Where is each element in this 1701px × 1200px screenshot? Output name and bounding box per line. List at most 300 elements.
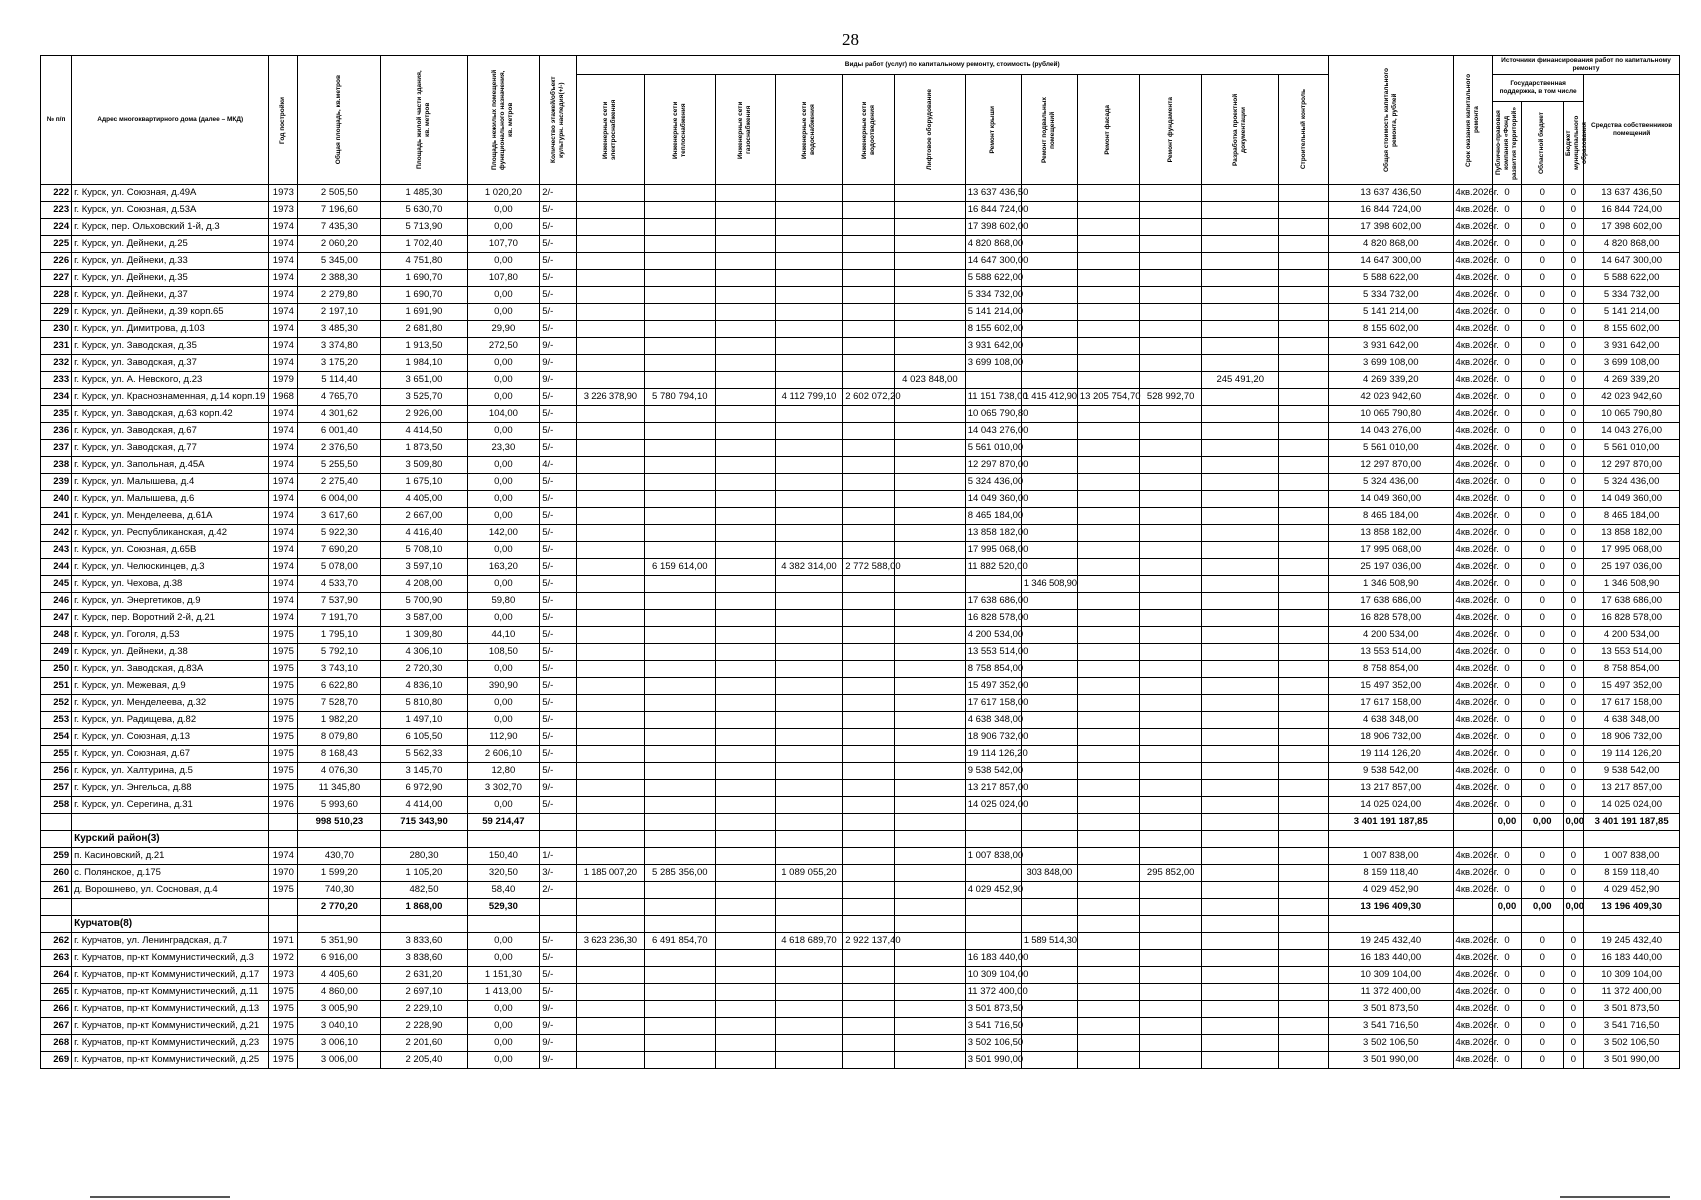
- cell-gas: [715, 984, 775, 1001]
- cell-lift: [895, 780, 966, 797]
- cell-el: [576, 678, 645, 695]
- cell-term: 4кв.2026г.: [1453, 1001, 1492, 1018]
- cell-no: 240: [41, 491, 72, 508]
- cell-term: 4кв.2026г.: [1453, 338, 1492, 355]
- cell-r: 0: [1522, 848, 1564, 865]
- cell-total: 2 505,50: [298, 185, 381, 202]
- cell-proj: [1202, 338, 1279, 355]
- cell-el: [576, 780, 645, 797]
- cell-found: [1140, 661, 1202, 678]
- cell-f: 0: [1492, 389, 1521, 406]
- cell-el: [576, 1018, 645, 1035]
- cell-el: [576, 202, 645, 219]
- cell-total: 2 376,50: [298, 440, 381, 457]
- cell-addr: г. Курск, ул. Союзная, д.65В: [72, 542, 269, 559]
- cell-lift: [895, 525, 966, 542]
- cell-ctrl: [1279, 185, 1329, 202]
- cell-roof: 14 025 024,00: [965, 797, 1021, 814]
- cell-no: 231: [41, 338, 72, 355]
- cell-base: [1021, 882, 1077, 899]
- cell-own: 13 637 436,50: [1584, 185, 1680, 202]
- cell-f: 0: [1492, 644, 1521, 661]
- cell-gas: [715, 661, 775, 678]
- cell-water: [775, 372, 842, 389]
- cell-facade: [1077, 882, 1139, 899]
- cell-heat: [645, 678, 716, 695]
- cell-gas: [715, 967, 775, 984]
- cell-nonliving: 0,00: [467, 712, 540, 729]
- cell-addr: г. Курчатов, пр-кт Коммунистический, д.13: [72, 1001, 269, 1018]
- cell-r: 0: [1522, 474, 1564, 491]
- page-number: 28: [842, 30, 859, 49]
- total-kursk: [41, 814, 1680, 848]
- cell-year: 1974: [269, 848, 298, 865]
- cell-total: 5 993,60: [298, 797, 381, 814]
- cell-term: 4кв.2026г.: [1453, 253, 1492, 270]
- cell-ctrl: [1279, 1052, 1329, 1069]
- cell-living: 6 105,50: [381, 729, 467, 746]
- table-row: [41, 508, 1680, 525]
- cell-base: [1021, 661, 1077, 678]
- cell-ctrl: [1279, 610, 1329, 627]
- cell-proj: [1202, 219, 1279, 236]
- table-row: [41, 1035, 1680, 1052]
- cell-proj: [1202, 287, 1279, 304]
- cell-lift: [895, 984, 966, 1001]
- cell-year: 1974: [269, 338, 298, 355]
- cell-living: 5 810,80: [381, 695, 467, 712]
- cell-found: [1140, 542, 1202, 559]
- cell-r: 0: [1522, 355, 1564, 372]
- cell-year: 1973: [269, 185, 298, 202]
- cell-facade: [1077, 967, 1139, 984]
- cell-cost: 1 007 838,00: [1328, 848, 1453, 865]
- table-row: [41, 185, 1680, 202]
- cell-base: [1021, 270, 1077, 287]
- cell-nonliving: 272,50: [467, 338, 540, 355]
- cell-ctrl: [1279, 338, 1329, 355]
- cell-floors: 5/-: [540, 287, 576, 304]
- cell-proj: [1202, 542, 1279, 559]
- table-row: [41, 1001, 1680, 1018]
- cell-proj: [1202, 236, 1279, 253]
- cell-water: [775, 712, 842, 729]
- cell-r: 0: [1522, 440, 1564, 457]
- cell-addr: г. Курск, ул. Заводская, д.67: [72, 423, 269, 440]
- cell-living: 1 702,40: [381, 236, 467, 253]
- cell-f: 0: [1492, 236, 1521, 253]
- cell-floors: 5/-: [540, 321, 576, 338]
- cell-m: 0: [1563, 848, 1584, 865]
- cell-year: 1974: [269, 525, 298, 542]
- cell-heat: [645, 236, 716, 253]
- cell-facade: [1077, 236, 1139, 253]
- cell-floors: 5/-: [540, 542, 576, 559]
- cell-heat: [645, 202, 716, 219]
- cell-gas: [715, 202, 775, 219]
- cell-r: 0: [1522, 576, 1564, 593]
- cell-cost: 15 497 352,00: [1328, 678, 1453, 695]
- cell-facade: [1077, 338, 1139, 355]
- header-living-area: Площадь жилой части здания, кв. метров: [381, 56, 467, 185]
- cell-gas: [715, 865, 775, 882]
- cell-addr: г. Курчатов, пр-кт Коммунистический, д.21: [72, 1018, 269, 1035]
- cell-base: [1021, 712, 1077, 729]
- cell-own: 1 007 838,00: [1584, 848, 1680, 865]
- cell-f: 0: [1492, 440, 1521, 457]
- table-row: [41, 440, 1680, 457]
- cell-proj: [1202, 406, 1279, 423]
- cell-total: 7 537,90: [298, 593, 381, 610]
- cell-living: 1 690,70: [381, 270, 467, 287]
- cell-gas: [715, 440, 775, 457]
- cell-f: 0: [1492, 270, 1521, 287]
- cell-own: 42 023 942,60: [1584, 389, 1680, 406]
- cell-m: 0: [1563, 984, 1584, 1001]
- cell-m: 0: [1563, 185, 1584, 202]
- cell-facade: [1077, 287, 1139, 304]
- cell-m: 0: [1563, 457, 1584, 474]
- cell-facade: [1077, 321, 1139, 338]
- cell-nonliving: 12,80: [467, 763, 540, 780]
- cell-total: 3 006,10: [298, 1035, 381, 1052]
- cell-lift: [895, 933, 966, 950]
- cell-no: 226: [41, 253, 72, 270]
- cell-cost: 8 465 184,00: [1328, 508, 1453, 525]
- cell-base: [1021, 457, 1077, 474]
- cell-sewer: 2 772 588,00: [843, 559, 895, 576]
- cell-nonliving: 107,80: [467, 270, 540, 287]
- header-floors: Количество этажей/объект культурн. наследия(+/-): [540, 56, 576, 185]
- cell-cost: 11 372 400,00: [1328, 984, 1453, 1001]
- cell-addr: д. Ворошнево, ул. Сосновая, д.4: [72, 882, 269, 899]
- cell-total: 5 345,00: [298, 253, 381, 270]
- table-row: [41, 967, 1680, 984]
- cell-living: 1 105,20: [381, 865, 467, 882]
- cell-proj: [1202, 610, 1279, 627]
- cell-base: [1021, 304, 1077, 321]
- cell-base: [1021, 423, 1077, 440]
- header-year: Год постройки: [269, 56, 298, 185]
- cell-cost: 42 023 942,60: [1328, 389, 1453, 406]
- cell-term: 4кв.2026г.: [1453, 627, 1492, 644]
- cell-sewer: [843, 457, 895, 474]
- cell-base: [1021, 695, 1077, 712]
- cell-heat: [645, 729, 716, 746]
- cell-total: 8 079,80: [298, 729, 381, 746]
- cell-year: 1974: [269, 576, 298, 593]
- cell-addr: г. Курск, ул. Заводская, д.37: [72, 355, 269, 372]
- cell-facade: [1077, 729, 1139, 746]
- cell-heat: [645, 185, 716, 202]
- cell-lift: [895, 219, 966, 236]
- cell-el: [576, 695, 645, 712]
- cell-f: 0: [1492, 406, 1521, 423]
- cell-base: [1021, 627, 1077, 644]
- cell-nonliving: 0,00: [467, 1052, 540, 1069]
- cell-sewer: [843, 661, 895, 678]
- cell-base: [1021, 848, 1077, 865]
- cell-no: 241: [41, 508, 72, 525]
- cell-gas: [715, 933, 775, 950]
- cell-r: 0: [1522, 644, 1564, 661]
- cell-nonliving: 107,70: [467, 236, 540, 253]
- header-row-1: [41, 56, 1680, 75]
- cell-cost: 5 324 436,00: [1328, 474, 1453, 491]
- cell-water: 4 382 314,00: [775, 559, 842, 576]
- cell-term: 4кв.2026г.: [1453, 1018, 1492, 1035]
- cell-addr: г. Курск, ул. Менделеева, д.32: [72, 695, 269, 712]
- cell-water: [775, 202, 842, 219]
- cell-proj: [1202, 321, 1279, 338]
- cell-gas: [715, 491, 775, 508]
- cell-found: [1140, 559, 1202, 576]
- cell-lift: [895, 304, 966, 321]
- cell-cost: 14 049 360,00: [1328, 491, 1453, 508]
- cell-year: 1975: [269, 1052, 298, 1069]
- table-row: [41, 559, 1680, 576]
- cell-gas: [715, 576, 775, 593]
- cell-term: 4кв.2026г.: [1453, 474, 1492, 491]
- cell-total: 4 860,00: [298, 984, 381, 1001]
- cell-found: [1140, 457, 1202, 474]
- cell-facade: [1077, 491, 1139, 508]
- cell-el: [576, 406, 645, 423]
- cell-floors: 1/-: [540, 848, 576, 865]
- cell-roof: 1 007 838,00: [965, 848, 1021, 865]
- cell-m: 0: [1563, 882, 1584, 899]
- cell-el: [576, 950, 645, 967]
- cell-own: 10 065 790,80: [1584, 406, 1680, 423]
- cell-term: 4кв.2026г.: [1453, 236, 1492, 253]
- cell-proj: [1202, 950, 1279, 967]
- cell-base: [1021, 678, 1077, 695]
- cell-m: 0: [1563, 287, 1584, 304]
- cell-facade: [1077, 610, 1139, 627]
- cell-term: 4кв.2026г.: [1453, 423, 1492, 440]
- cell-own: 5 141 214,00: [1584, 304, 1680, 321]
- cell-floors: 5/-: [540, 236, 576, 253]
- cell-term: 4кв.2026г.: [1453, 1052, 1492, 1069]
- cell-lift: [895, 644, 966, 661]
- cell-lift: [895, 729, 966, 746]
- header-own-funds: Средства собственников помещений: [1584, 75, 1680, 185]
- cell-facade: [1077, 423, 1139, 440]
- cell-floors: 5/-: [540, 627, 576, 644]
- cell-base: [1021, 253, 1077, 270]
- table-row: [41, 593, 1680, 610]
- cell-ctrl: [1279, 372, 1329, 389]
- cell-living: 482,50: [381, 882, 467, 899]
- cell-roof: 5 561 010,00: [965, 440, 1021, 457]
- cell-cost: 12 297 870,00: [1328, 457, 1453, 474]
- cell-cost: 4 820 868,00: [1328, 236, 1453, 253]
- cell-roof: 8 155 602,00: [965, 321, 1021, 338]
- cell-no: 266: [41, 1001, 72, 1018]
- cell-found: [1140, 746, 1202, 763]
- cell-no: 251: [41, 678, 72, 695]
- cell-total: 3 485,30: [298, 321, 381, 338]
- cell-term: 4кв.2026г.: [1453, 678, 1492, 695]
- cell-m: 0: [1563, 1001, 1584, 1018]
- cell-living: 4 405,00: [381, 491, 467, 508]
- cell-heat: [645, 253, 716, 270]
- cell-sewer: [843, 440, 895, 457]
- cell-sewer: [843, 219, 895, 236]
- cell-no: 246: [41, 593, 72, 610]
- cell-el: [576, 457, 645, 474]
- cell-total: 430,70: [298, 848, 381, 865]
- cell-f: 0: [1492, 933, 1521, 950]
- cell-water: [775, 661, 842, 678]
- cell-lift: [895, 882, 966, 899]
- cell-proj: [1202, 644, 1279, 661]
- cell-facade: [1077, 1035, 1139, 1052]
- cell-nonliving: 0,00: [467, 1001, 540, 1018]
- cell-sewer: [843, 610, 895, 627]
- cell-floors: 2/-: [540, 882, 576, 899]
- cell-floors: 5/-: [540, 644, 576, 661]
- cell-ctrl: [1279, 440, 1329, 457]
- cell-nonliving: 0,00: [467, 1018, 540, 1035]
- cell-floors: 5/-: [540, 746, 576, 763]
- cell-living: 3 597,10: [381, 559, 467, 576]
- cell-proj: [1202, 185, 1279, 202]
- cell-floors: 5/-: [540, 559, 576, 576]
- cell-proj: [1202, 848, 1279, 865]
- cell-proj: [1202, 933, 1279, 950]
- cell-r: 0: [1522, 406, 1564, 423]
- cell-found: [1140, 593, 1202, 610]
- cell-addr: с. Полянское, д.175: [72, 865, 269, 882]
- cell-addr: г. Курск, ул. Союзная, д.67: [72, 746, 269, 763]
- cell-r: 0: [1522, 321, 1564, 338]
- header-work-control: Строительный контроль: [1279, 75, 1329, 185]
- cell-floors: 5/-: [540, 950, 576, 967]
- cell-sewer: [843, 1052, 895, 1069]
- cell-m: 0: [1563, 746, 1584, 763]
- cell-r: 0: [1522, 627, 1564, 644]
- cell-ctrl: [1279, 236, 1329, 253]
- cell-own: 3 699 108,00: [1584, 355, 1680, 372]
- cell-f: 0: [1492, 1052, 1521, 1069]
- cell-term: 4кв.2026г.: [1453, 712, 1492, 729]
- cell-f: 0: [1492, 865, 1521, 882]
- cell-base: [1021, 950, 1077, 967]
- cell-m: 0: [1563, 559, 1584, 576]
- cell-el: [576, 287, 645, 304]
- cell-m: 0: [1563, 610, 1584, 627]
- cell-gas: [715, 355, 775, 372]
- cell-own: 14 025 024,00: [1584, 797, 1680, 814]
- cell-heat: [645, 355, 716, 372]
- cell-lift: [895, 236, 966, 253]
- cell-sewer: [843, 627, 895, 644]
- cell-no: 244: [41, 559, 72, 576]
- cell-term: 4кв.2026г.: [1453, 933, 1492, 950]
- table-row: [41, 236, 1680, 253]
- cell-gas: [715, 389, 775, 406]
- cell-proj: [1202, 678, 1279, 695]
- table-row: [41, 576, 1680, 593]
- cell-no: 250: [41, 661, 72, 678]
- cell-heat: [645, 1052, 716, 1069]
- cell-m: 0: [1563, 797, 1584, 814]
- cell-ctrl: [1279, 389, 1329, 406]
- cell-ctrl: [1279, 576, 1329, 593]
- cell-term: 4кв.2026г.: [1453, 644, 1492, 661]
- cell-f: 0: [1492, 202, 1521, 219]
- cell-found: 528 992,70: [1140, 389, 1202, 406]
- total-area-sum: 2 770,20: [298, 899, 381, 916]
- cell-ctrl: [1279, 321, 1329, 338]
- cell-year: 1974: [269, 253, 298, 270]
- cell-base: [1021, 202, 1077, 219]
- header-state-support: Государственная поддержка, в том числе: [1492, 75, 1583, 102]
- cell-living: 2 201,60: [381, 1035, 467, 1052]
- cell-term: 4кв.2026г.: [1453, 219, 1492, 236]
- cell-r: 0: [1522, 882, 1564, 899]
- cell-lift: [895, 474, 966, 491]
- cell-heat: [645, 542, 716, 559]
- cell-el: [576, 525, 645, 542]
- cell-lift: [895, 491, 966, 508]
- cell-addr: г. Курск, ул. Гоголя, д.53: [72, 627, 269, 644]
- cell-living: 4 208,00: [381, 576, 467, 593]
- cell-ctrl: [1279, 1018, 1329, 1035]
- cell-roof: 10 065 790,80: [965, 406, 1021, 423]
- cell-no: 260: [41, 865, 72, 882]
- cell-no: 245: [41, 576, 72, 593]
- cell-sewer: [843, 542, 895, 559]
- cell-floors: 5/-: [540, 933, 576, 950]
- cell-proj: [1202, 440, 1279, 457]
- cell-cost: 1 346 508,90: [1328, 576, 1453, 593]
- cell-addr: г. Курск, ул. Менделеева, д.61А: [72, 508, 269, 525]
- cell-found: [1140, 882, 1202, 899]
- cell-gas: [715, 457, 775, 474]
- cell-total: 7 196,60: [298, 202, 381, 219]
- cell-no: 236: [41, 423, 72, 440]
- cell-water: [775, 270, 842, 287]
- cell-water: [775, 219, 842, 236]
- cell-year: 1975: [269, 746, 298, 763]
- cell-sewer: [843, 287, 895, 304]
- cell-f: 0: [1492, 559, 1521, 576]
- cell-ctrl: [1279, 780, 1329, 797]
- cell-water: [775, 525, 842, 542]
- cell-sewer: [843, 372, 895, 389]
- cell-floors: 5/-: [540, 763, 576, 780]
- cell-living: 5 713,90: [381, 219, 467, 236]
- cell-roof: 5 334 732,00: [965, 287, 1021, 304]
- cell-gas: [715, 287, 775, 304]
- cell-own: 13 858 182,00: [1584, 525, 1680, 542]
- cell-floors: 5/-: [540, 270, 576, 287]
- cell-r: 0: [1522, 372, 1564, 389]
- cell-year: 1974: [269, 236, 298, 253]
- cell-m: 0: [1563, 491, 1584, 508]
- cell-sewer: [843, 304, 895, 321]
- cell-total: 5 922,30: [298, 525, 381, 542]
- cell-term: 4кв.2026г.: [1453, 491, 1492, 508]
- cell-lift: [895, 661, 966, 678]
- cell-r: 0: [1522, 1035, 1564, 1052]
- table-row: [41, 950, 1680, 967]
- rows-kurchatov: [41, 933, 1680, 1069]
- cell-ctrl: [1279, 644, 1329, 661]
- cell-r: 0: [1522, 933, 1564, 950]
